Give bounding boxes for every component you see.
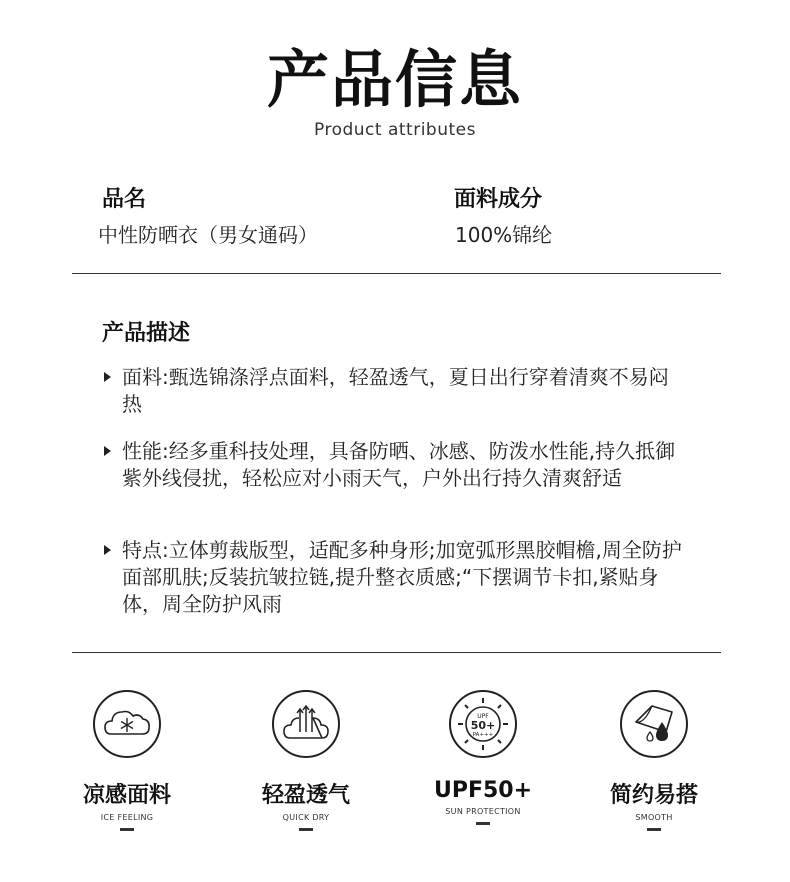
description-item-text: 性能:经多重科技处理，具备防晒、冰感、防泼水性能,持久抵御紫外线侵扰，轻松应对小雨天气，户外出行持久清爽舒适	[122, 439, 676, 490]
feature-dash	[120, 828, 134, 831]
feature-sun-protection	[393, 690, 573, 825]
feature-dash	[476, 822, 490, 825]
snowflake-cloud-icon	[93, 690, 161, 758]
attr-label-name: 品名	[102, 187, 147, 212]
description-item	[104, 364, 684, 418]
feature-quick-dry	[216, 690, 396, 831]
feature-dash	[299, 828, 313, 831]
feature-dash	[647, 828, 661, 831]
triangle-bullet-icon	[104, 545, 111, 555]
water-drop-icon	[620, 690, 688, 758]
description-title: 产品描述	[102, 321, 191, 346]
attr-value-name: 中性防晒衣（男女通码）	[98, 223, 318, 247]
upf-badge-icon	[449, 690, 517, 758]
description-item-text: 面料:甄选锦涤浮点面料，轻盈透气，夏日出行穿着清爽不易闷热	[122, 365, 669, 416]
feature-ice-feeling	[37, 690, 217, 831]
feature-sub: ICE FEELING	[100, 813, 154, 822]
description-item	[104, 537, 684, 618]
feature-sub: SUN PROTECTION	[445, 807, 521, 816]
triangle-bullet-icon	[104, 372, 111, 382]
divider-top	[72, 273, 721, 274]
feature-smooth	[564, 690, 744, 831]
feature-name: 轻盈透气	[261, 783, 350, 808]
description-item	[104, 438, 684, 492]
attr-value-fabric: 100%锦纶	[455, 223, 553, 247]
feature-sub: SMOOTH	[635, 813, 673, 822]
feature-name: 凉感面料	[82, 783, 171, 808]
badge-mid-text: 50+	[470, 719, 496, 732]
attr-label-fabric: 面料成分	[454, 187, 543, 212]
badge-bot-text: PA+++	[472, 732, 494, 738]
divider-bottom	[72, 652, 721, 653]
feature-sub: QUICK DRY	[282, 813, 330, 822]
cloud-arrows-icon	[272, 690, 340, 758]
feature-name: 简约易搭	[609, 783, 698, 808]
description-item-text: 特点:立体剪裁版型，适配多种身形;加宽弧形黑胶帽檐,周全防护面部肌肤;反装抗皱拉链,提升整衣质感;“下摆调节卡扣,紧贴身体，周全防护风雨	[122, 538, 682, 616]
badge-top-text: UPF	[477, 713, 489, 720]
triangle-bullet-icon	[104, 446, 111, 456]
page-title: 产品信息	[266, 43, 523, 116]
page-subtitle: Product attributes	[314, 120, 476, 140]
feature-name: UPF50+	[433, 778, 533, 803]
